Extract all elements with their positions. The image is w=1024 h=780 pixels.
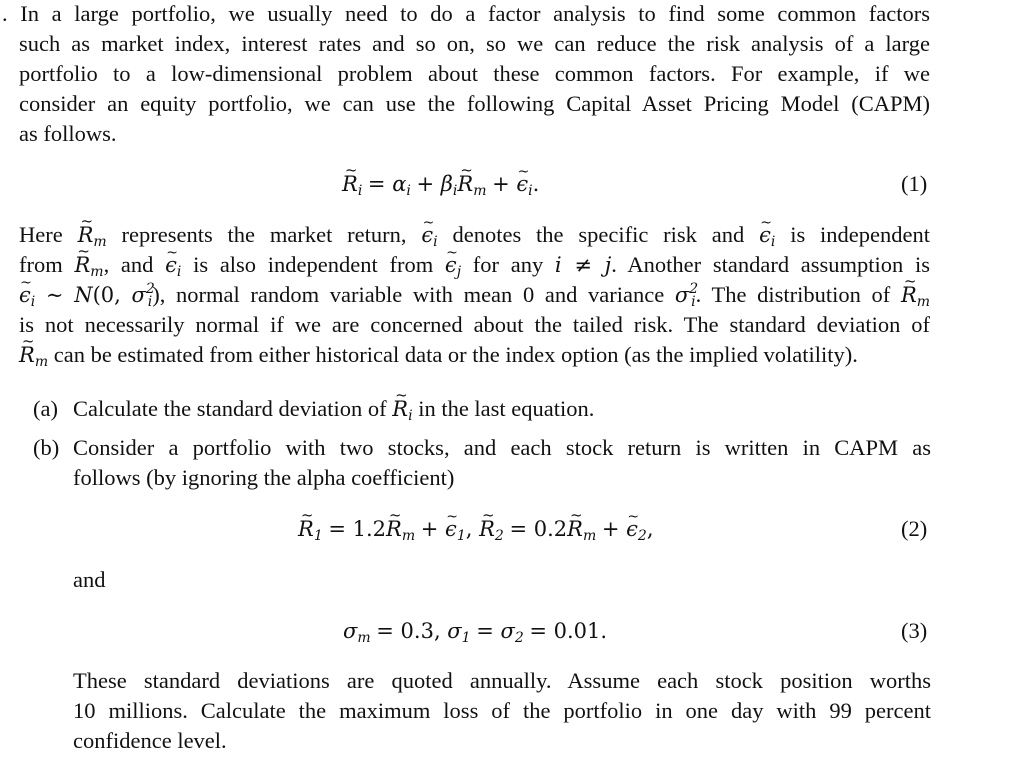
final-line-2: 10 millions. Calculate the maximum loss of the portfolio in one day with 99 percent [73,698,931,723]
part-a-marker: (a) [33,396,58,421]
para-line-3: ~ $\epsilon_i$ ∼ N(0, $\sigma^2_i$), normal random variable with mean 0 and variance $\sigma^2_i$. The distribution of ~ $R_m$ [19,281,930,309]
final-line-3: confidence level. [73,728,227,753]
intro-line-2: such as market index, interest rates and so on, so we can reduce the risk analysis of a large [19,31,930,56]
part-b-line-1: Consider a portfolio with two stocks, and each stock return is written in CAPM as [73,435,931,460]
intro-line-5: as follows. [19,121,117,146]
intro-line-4: consider an equity portfolio, we can use the following Capital Asset Pricing Model (CAPM) [19,91,930,116]
equation-2-number: (2) [901,516,928,541]
equation-2: ~ $R_1$ = 1.2~ $R_m$ + ~ $\epsilon_1$, ~ $R_2$ = 0.2~ $R_m$ + ~ $\epsilon_2$, [298,515,654,543]
equation-1-number: (1) [901,171,928,196]
equation-1: ~ $R_i = \alpha_i$ + $\beta_i\sim$ $R_m$ + ~ $\epsilon_i$. [342,170,539,198]
para-line-2: from ~ $R_m$, and ~ $\epsilon_i$ is also independent from ~ $\epsilon_j$ for any i ≠ j. Another standard assumption is [19,251,930,279]
part-a-text: Calculate the standard deviation of ~ $R_i$ in the last equation. [73,395,594,423]
final-line-1: These standard deviations are quoted annually. Assume each stock position worths [73,668,931,693]
para-line-5: ~ $R_m$ can be estimated from either historical data or the index option (as the implied volatility). [19,341,858,369]
part-b-line-2: follows (by ignoring the alpha coefficient) [73,465,455,490]
intro-line-1: . In a large portfolio, we usually need to do a factor analysis to find some common factors [2,1,930,26]
para-line-4: is not necessarily normal if we are concerned about the tailed risk. The standard deviation of [19,312,930,337]
and-text: and [73,567,106,592]
para-line-1: Here ~ $R_m$ represents the market return, ~ $\epsilon_i$ denotes the specific risk and ~ $\epsilon_i$ is independent [19,221,930,249]
equation-3: $\sigma_m = 0.3$, $\sigma_1 = \sigma_2 = 0.01$. [343,619,608,646]
intro-line-3: portfolio to a low-dimensional problem about these common factors. For example, if we [19,61,930,86]
equation-3-number: (3) [901,618,928,643]
part-b-marker: (b) [33,435,60,460]
